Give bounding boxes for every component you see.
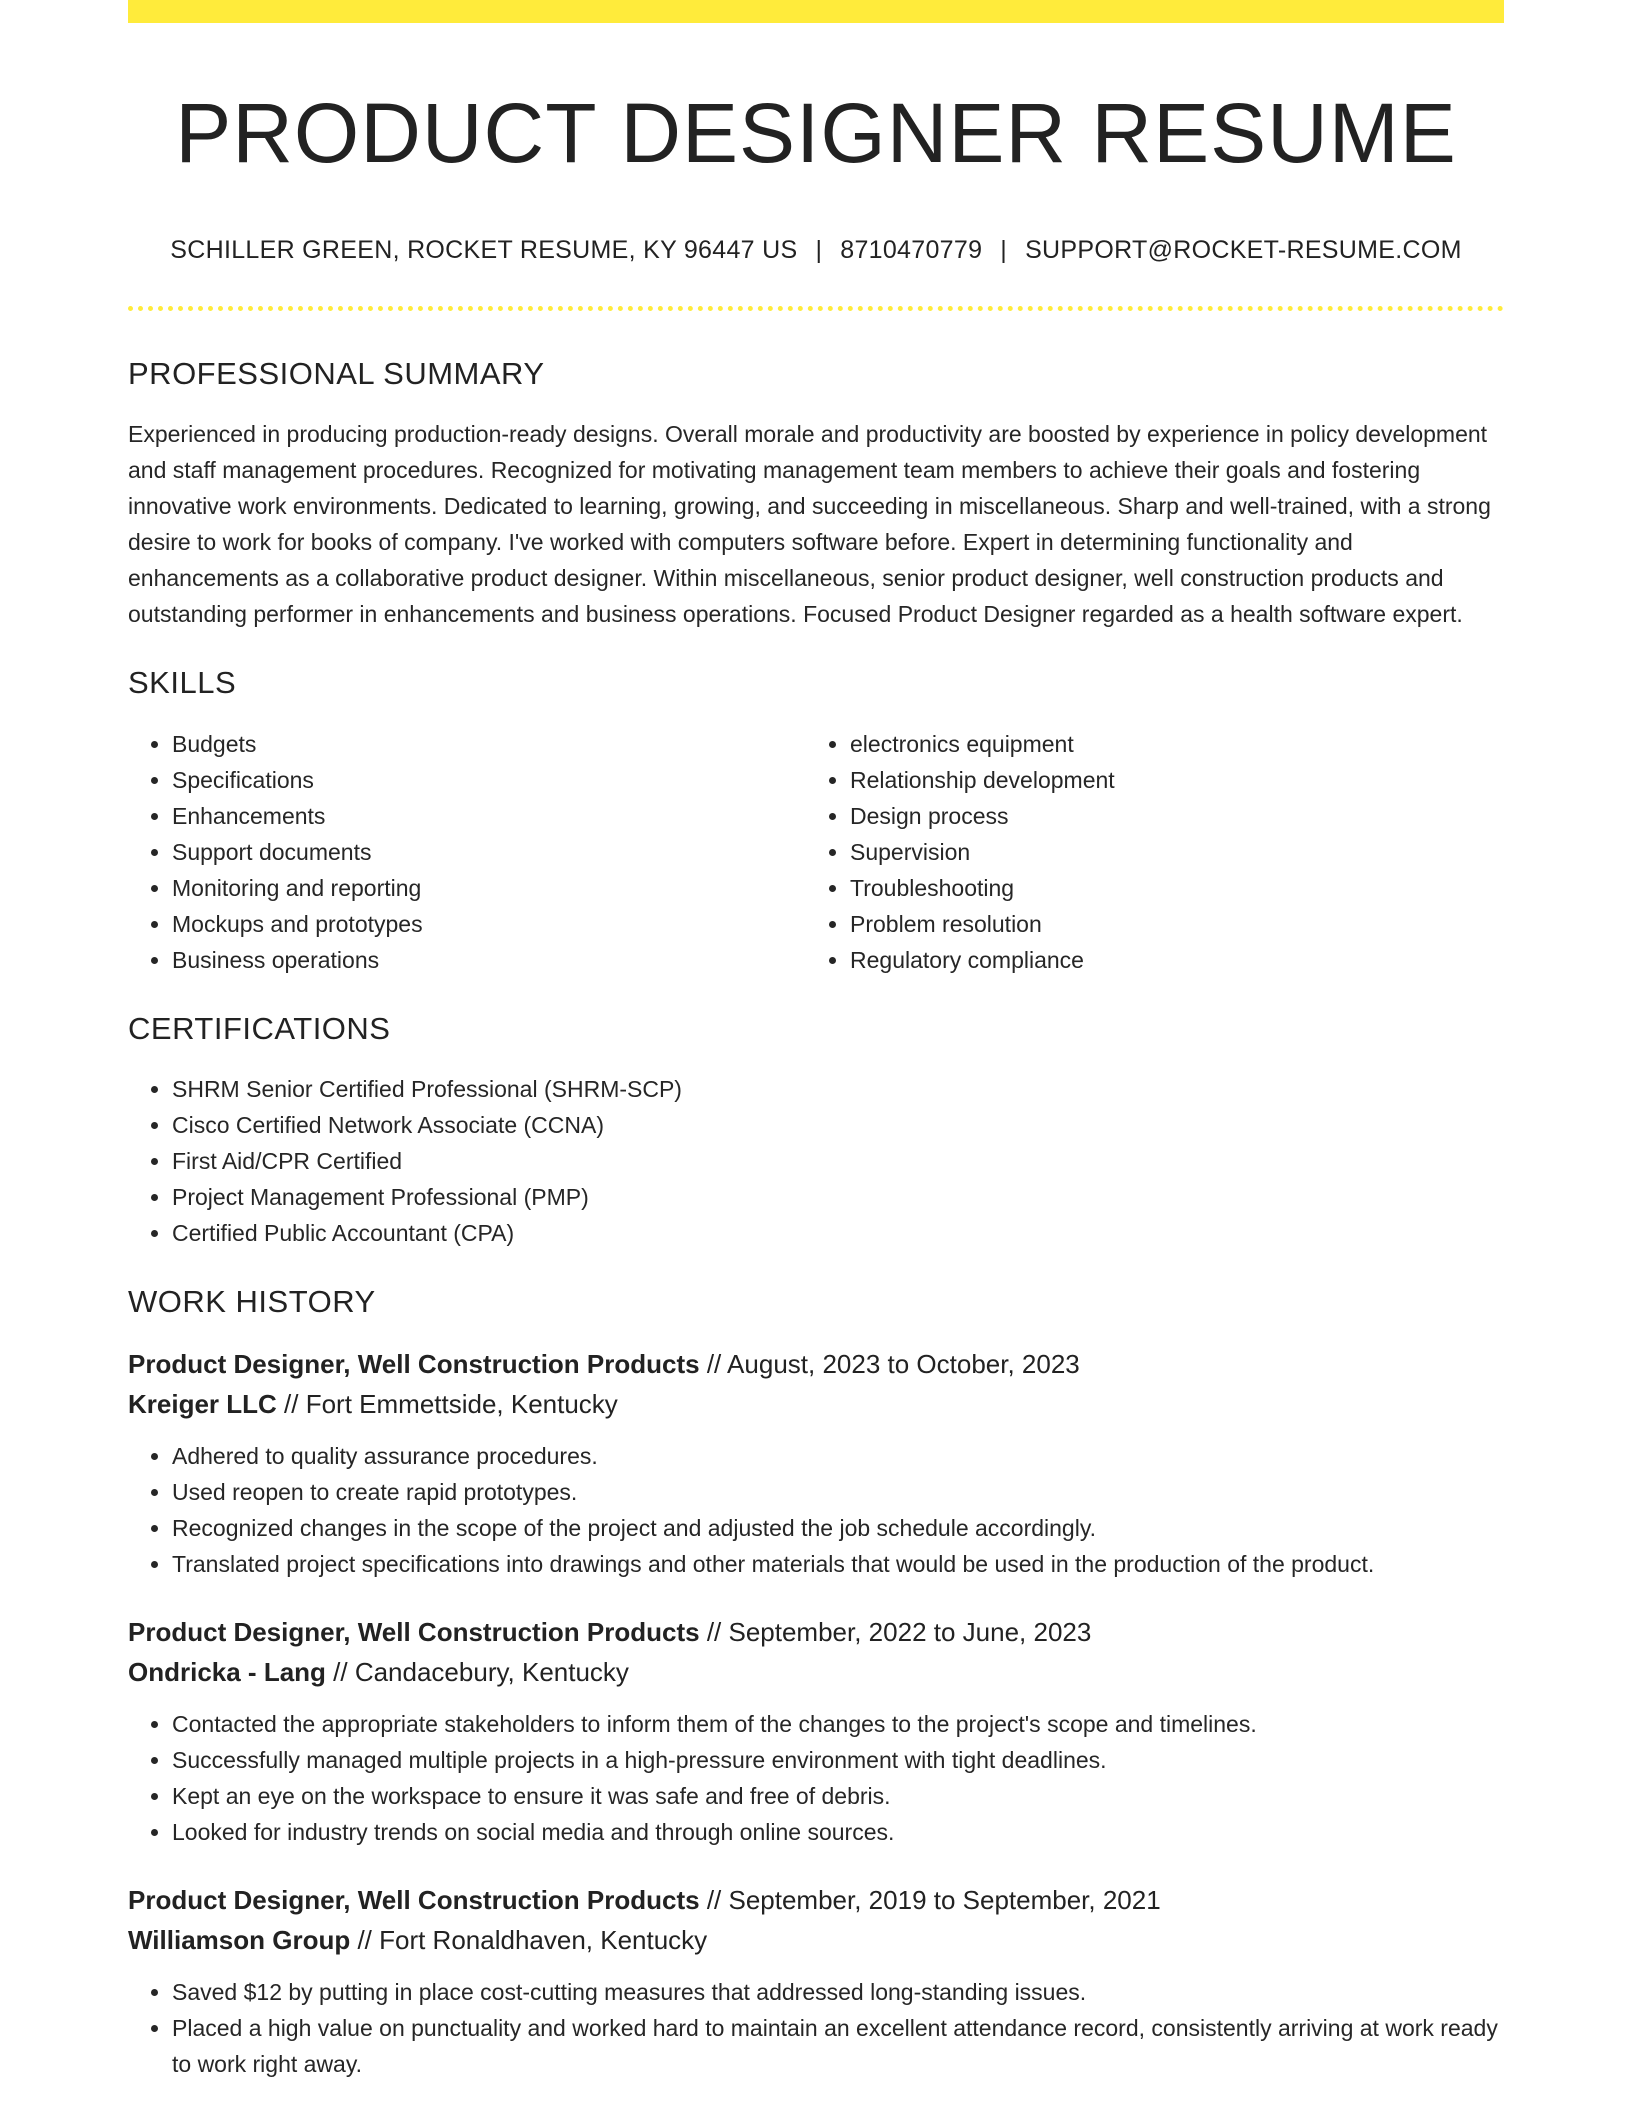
job-company: Williamson Group [128,1925,351,1956]
job-bullets [128,1438,1504,1582]
job-bullet: • Kept an eye on the workspace to ensure it was safe and free of debris. [172,1778,1504,1814]
skill-item: • Monitoring and reporting [172,870,806,906]
skill-item: • Design process [850,798,1484,834]
certification-item: • SHRM Senior Certified Professional (SHRM-SCP) [172,1071,1504,1107]
certification-item: • Certified Public Accountant (CPA) [172,1215,1504,1251]
job-title: Product Designer, Well Construction Products [128,1617,700,1648]
skills-list-right [806,726,1484,978]
job-bullet: • Used reopen to create rapid prototypes. [172,1474,1504,1510]
job-header [128,1880,1504,1960]
section-heading-work-history: WORK HISTORY [128,1283,376,1319]
skill-item: • Troubleshooting [850,870,1484,906]
resume-title: PRODUCT DESIGNER RESUME [175,86,1457,180]
job-header [128,1344,1504,1424]
skills-list-left [128,726,806,978]
job-title: Product Designer, Well Construction Products [128,1349,700,1380]
job-entry [128,1344,1504,1582]
skill-item: • Relationship development [850,762,1484,798]
job-bullet: • Placed a high value on punctuality and worked hard to maintain an excellent attendance record, consistently arriving at work ready to work right away. [172,2010,1504,2082]
job-dates: // August, 2023 to October, 2023 [699,1349,1080,1380]
job-entry [128,1880,1504,2082]
job-bullet: • Contacted the appropriate stakeholders to inform them of the changes to the project's scope and timelines. [172,1706,1504,1742]
job-location: // Candacebury, Kentucky [325,1657,629,1688]
job-bullets [128,1706,1504,1850]
skill-item: • Business operations [172,942,806,978]
skill-item: • electronics equipment [850,726,1484,762]
job-company: Kreiger LLC [128,1389,277,1420]
job-header [128,1612,1504,1692]
contact-email: SUPPORT@ROCKET-RESUME.COM [1025,235,1462,264]
contact-phone: 8710470779 [840,235,983,264]
job-bullet: • Looked for industry trends on social media and through online sources. [172,1814,1504,1850]
certifications-section [128,1010,1504,1251]
job-entry [128,1612,1504,1850]
job-dates: // September, 2019 to September, 2021 [699,1885,1161,1916]
job-bullet: • Recognized changes in the scope of the project and adjusted the job schedule accordingly. [172,1510,1504,1546]
skill-item: • Supervision [850,834,1484,870]
resume-page [128,0,1504,2082]
certifications-list [128,1071,1504,1251]
skill-item: • Mockups and prototypes [172,906,806,942]
summary-text: Experienced in producing production-ready designs. Overall morale and productivity are boosted by experience in policy development and staff management procedures. Recognized for motivating management team members to achieve their goals and fostering innovative work environments. Dedicated to learning, growing, and succeeding in miscellaneous. Sharp and well-trained, with a strong desire to work for books of company. I've worked with computers software before. Expert in determining functionality and enhancements as a collaborative product designer. Within miscellaneous, senior product designer, well construction products and outstanding performer in enhancements and business operations. Focused Product Designer regarded as a health software expert. [128,421,1491,628]
section-heading-certifications: CERTIFICATIONS [128,1010,391,1046]
job-location: // Fort Ronaldhaven, Kentucky [350,1925,708,1956]
skill-item: • Problem resolution [850,906,1484,942]
contact-separator: | [1000,235,1008,264]
certification-item: • First Aid/CPR Certified [172,1143,1504,1179]
professional-summary-section [128,355,1504,632]
skill-item: • Budgets [172,726,806,762]
certification-item: • Cisco Certified Network Associate (CCNA) [172,1107,1504,1143]
skill-item: • Regulatory compliance [850,942,1484,978]
contact-separator: | [815,235,823,264]
contact-line [128,234,1504,267]
skills-columns [128,702,1504,978]
job-bullet: • Successfully managed multiple projects in a high-pressure environment with tight deadlines. [172,1742,1504,1778]
certification-item: • Project Management Professional (PMP) [172,1179,1504,1215]
work-history-section [128,1283,1504,2082]
section-heading-summary: PROFESSIONAL SUMMARY [128,356,545,392]
skill-item: • Enhancements [172,798,806,834]
skill-item: • Specifications [172,762,806,798]
contact-address: SCHILLER GREEN, ROCKET RESUME, KY 96447 US [170,235,798,264]
job-location: // Fort Emmettside, Kentucky [276,1389,618,1420]
job-bullets [128,1974,1504,2082]
dotted-divider [128,306,1504,311]
section-heading-skills: SKILLS [128,665,237,701]
skills-section [128,664,1504,977]
job-title: Product Designer, Well Construction Products [128,1885,700,1916]
job-company: Ondricka - Lang [128,1657,326,1688]
skill-item: • Support documents [172,834,806,870]
job-dates: // September, 2022 to June, 2023 [699,1617,1092,1648]
job-bullet: • Adhered to quality assurance procedures. [172,1438,1504,1474]
top-accent-bar [128,0,1504,23]
job-bullet: • Saved $12 by putting in place cost-cutting measures that addressed long-standing issues. [172,1974,1504,2010]
job-bullet: • Translated project specifications into drawings and other materials that would be used in the production of the product. [172,1546,1504,1582]
